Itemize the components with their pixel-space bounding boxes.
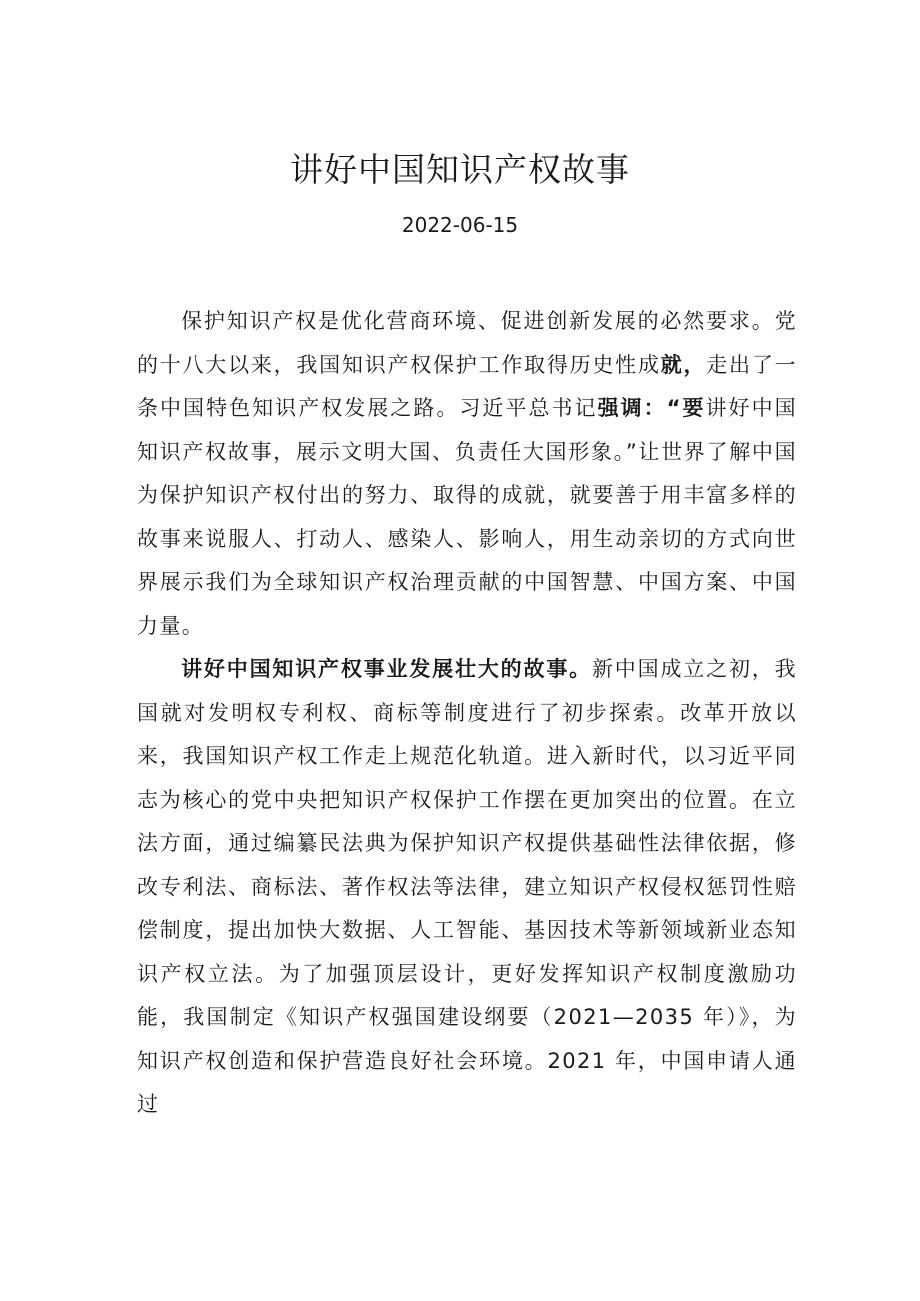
paragraph-1-text-c: 讲好中国知识产权故事，展示文明大国、负责任大国形象。”让世界了解中国为保护知识产权付出的努力、取得的成就，就要善于用丰富多样的故事来说服人、打动人、感染人、影响人，用生动亲切的方式向世界展示我们为全球知识产权治理贡献的中国智慧、中国方案、中国力量。	[137, 396, 797, 638]
paragraph-2-heading: 讲好中国知识产权事业发展壮大的故事。	[181, 657, 592, 681]
publish-date: 2022-06-15	[401, 213, 519, 237]
paragraph-1-text-a: 保护知识产权是优化营商环境、促进创新发展的必然要求。党的十八大以来，我国知识产权保护工作取得历史性成	[137, 309, 797, 377]
paragraph-2	[137, 648, 797, 1127]
article-body	[137, 300, 797, 1127]
paragraph-1-text-b: 走出了一条中国特色知识产权发展之路。习近平总书记	[137, 352, 797, 420]
paragraph-1-bold-b: 强调：“要	[597, 396, 706, 420]
paragraph-1-bold-a: 就，	[660, 352, 707, 377]
document-title: 讲好中国知识产权故事	[290, 150, 630, 189]
paragraph-2-text: 新中国成立之初，我国就对发明权专利权、商标等制度进行了初步探索。改革开放以来，我国知识产权工作走上规范化轨道。进入新时代，以习近平同志为核心的党中央把知识产权保护工作摆在更加突出的位置。在立法方面，通过编纂民法典为保护知识产权提供基础性法律依据，修改专利法、商标法、著作权法等法律，建立知识产权侵权惩罚性赔偿制度，提出加快大数据、人工智能、基因技术等新领域新业态知识产权立法。为了加强顶层设计，更好发挥知识产权制度激励功能，我国制定《知识产权强国建设纲要（2021—2035 年）》，为知识产权创造和保护营造良好社会环境。2021 年，中国申请人通过	[137, 657, 797, 1116]
paragraph-1	[137, 300, 797, 648]
